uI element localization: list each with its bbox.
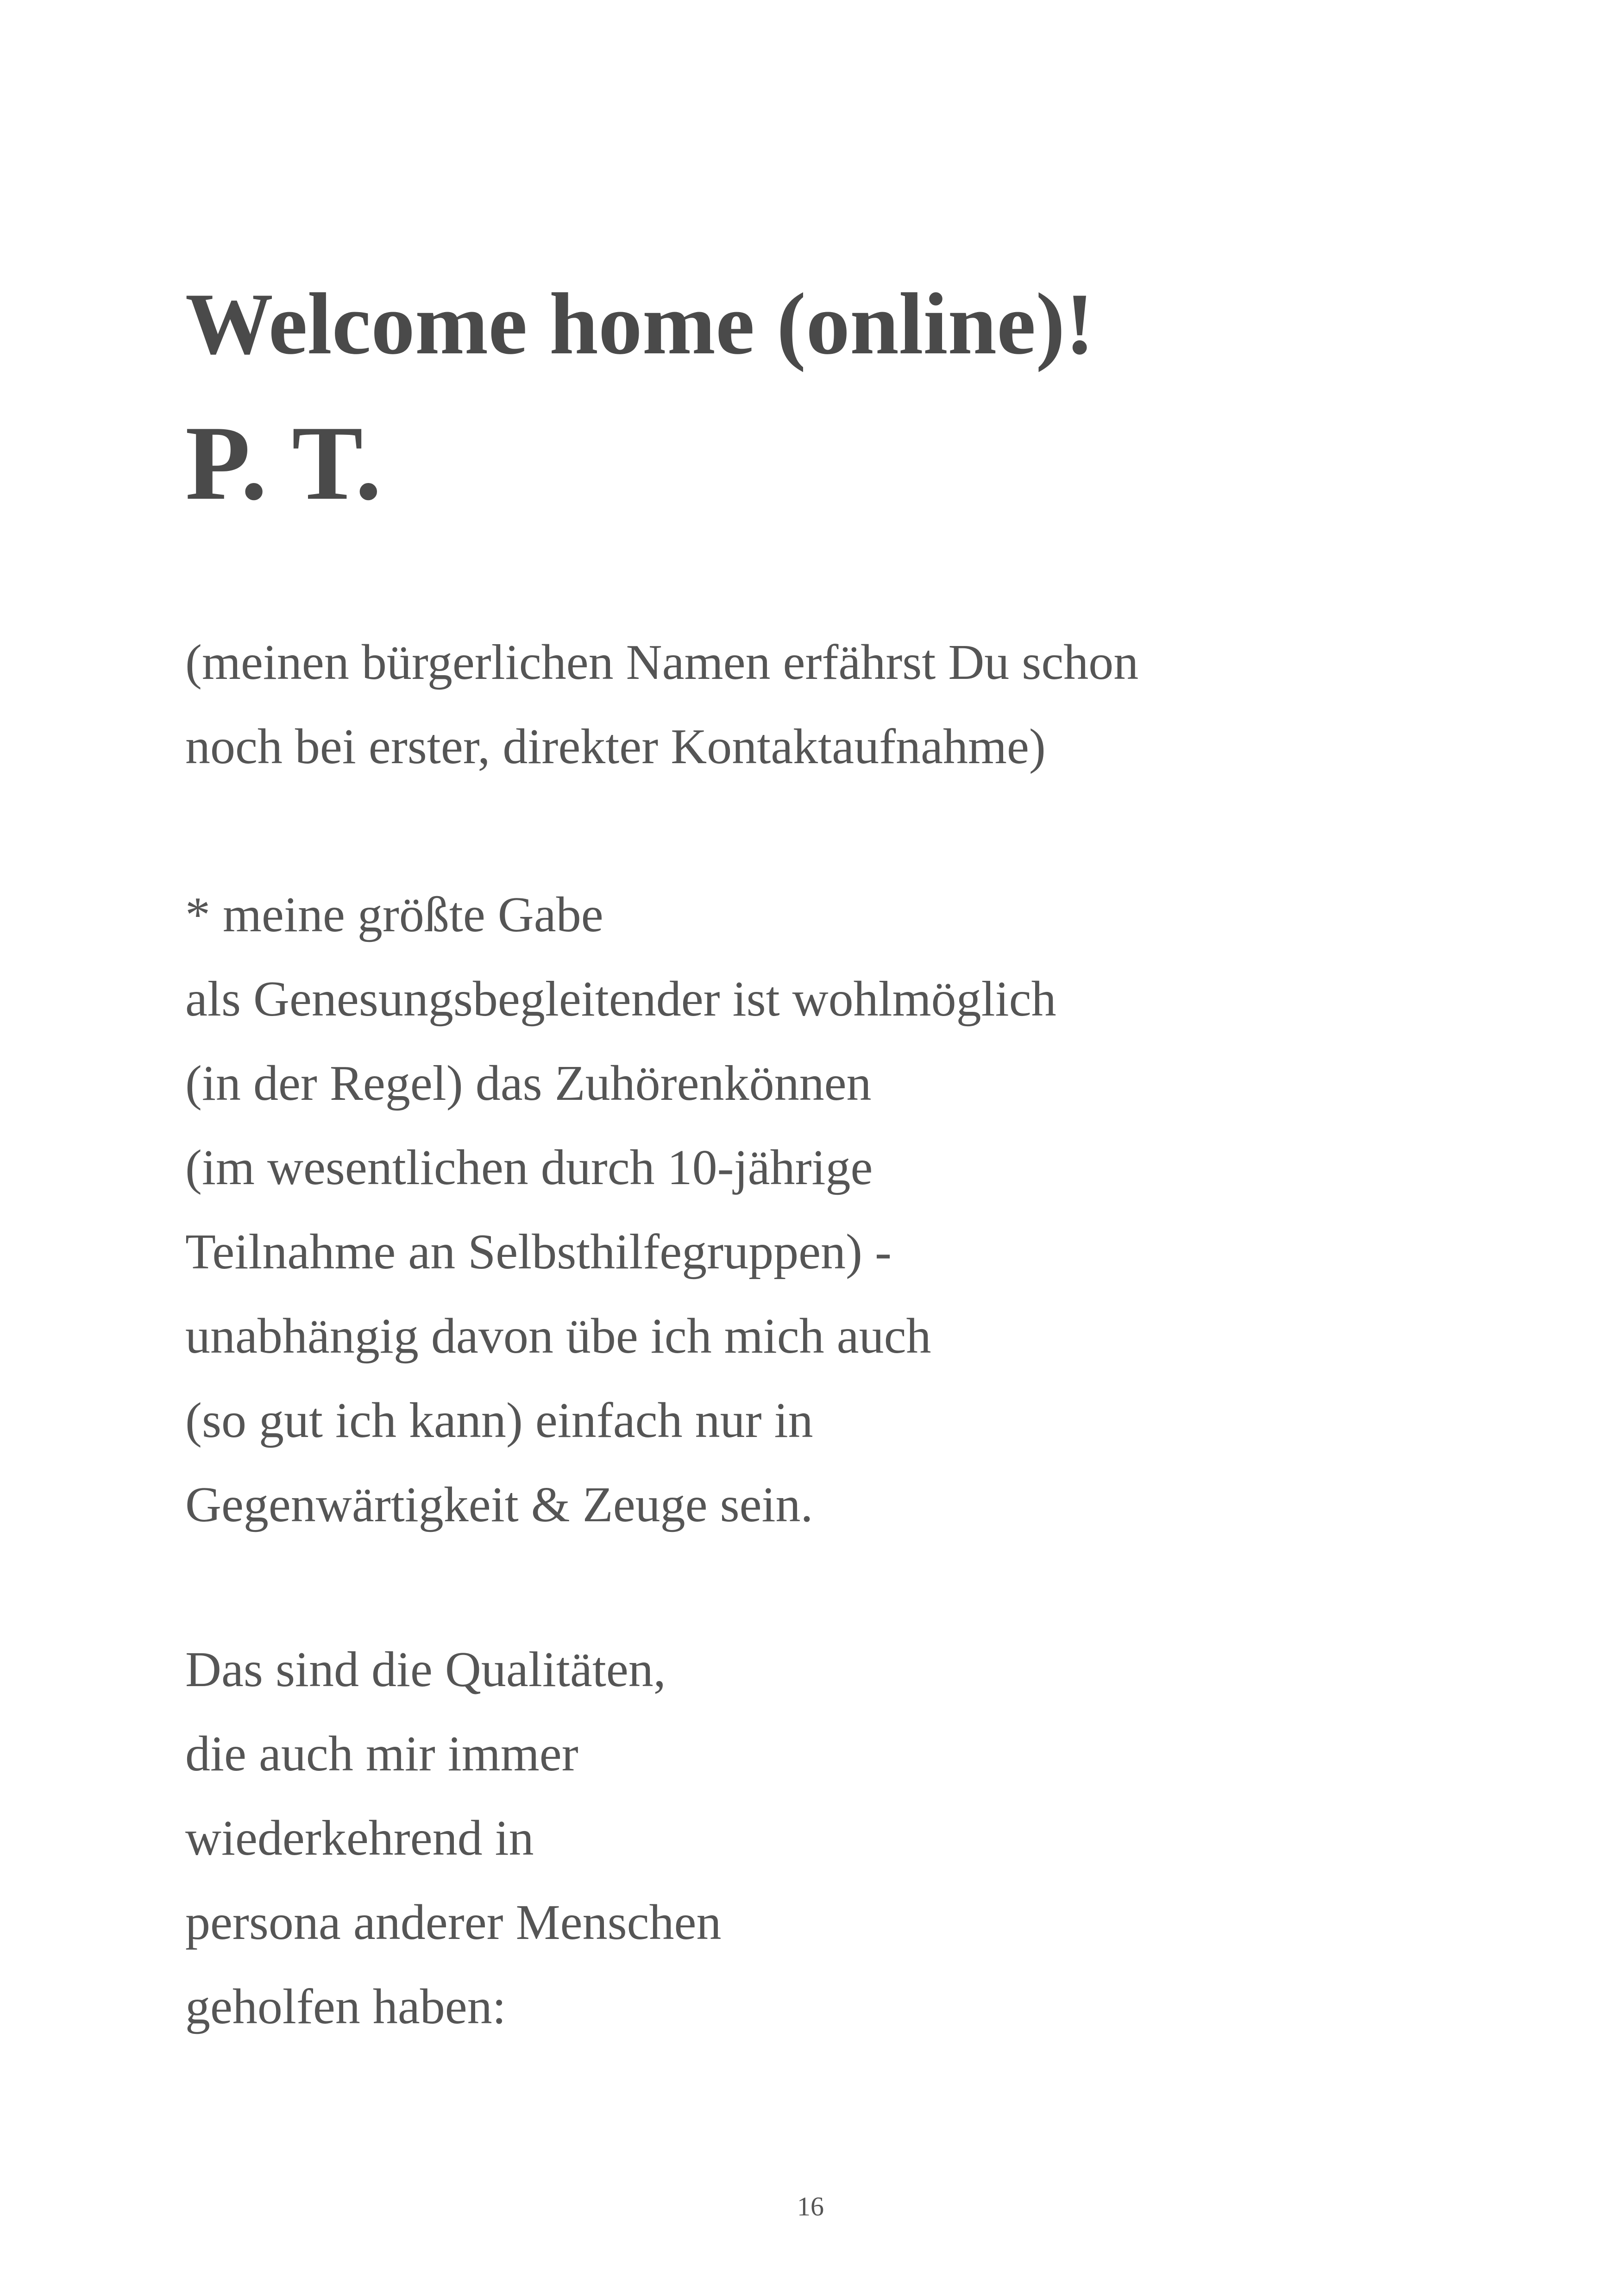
paragraph-line: (im wesentlichen durch 10-jährige [185,1140,873,1195]
paragraph-line: (so gut ich kann) einfach nur in [185,1393,813,1448]
paragraph-line: geholfen haben: [185,1979,506,2034]
paragraph-line: wiederkehrend in [185,1811,534,1866]
paragraph-line: persona anderer Menschen [185,1895,722,1950]
paragraph-qualities [185,1628,1482,2049]
paragraph-line: die auch mir immer [185,1726,578,1782]
author-initials: P. T. [185,404,382,522]
paragraph-line: noch bei erster, direkter Kontaktaufnahme) [185,719,1046,774]
paragraph-line: Das sind die Qualitäten, [185,1642,666,1697]
paragraph-line: Gegenwärtigkeit & Zeuge sein. [185,1477,813,1532]
page-title: Welcome home (online)! [185,276,1094,373]
paragraph-line: Teilnahme an Selbsthilfegruppen) - [185,1224,892,1280]
paragraph-greatest-gift [185,873,1482,1547]
page-number: 16 [797,2191,824,2221]
paragraph-line: (meinen bürgerlichen Namen erfährst Du schon [185,635,1139,690]
paragraph-line: * meine größte Gabe [185,887,603,942]
paragraph-line: als Genesungsbegleitender ist wohlmöglich [185,972,1056,1027]
paragraph-name-note [185,621,1482,789]
paragraph-line: (in der Regel) das Zuhörenkönnen [185,1056,872,1111]
paragraph-line: unabhängig davon übe ich mich auch [185,1309,931,1364]
